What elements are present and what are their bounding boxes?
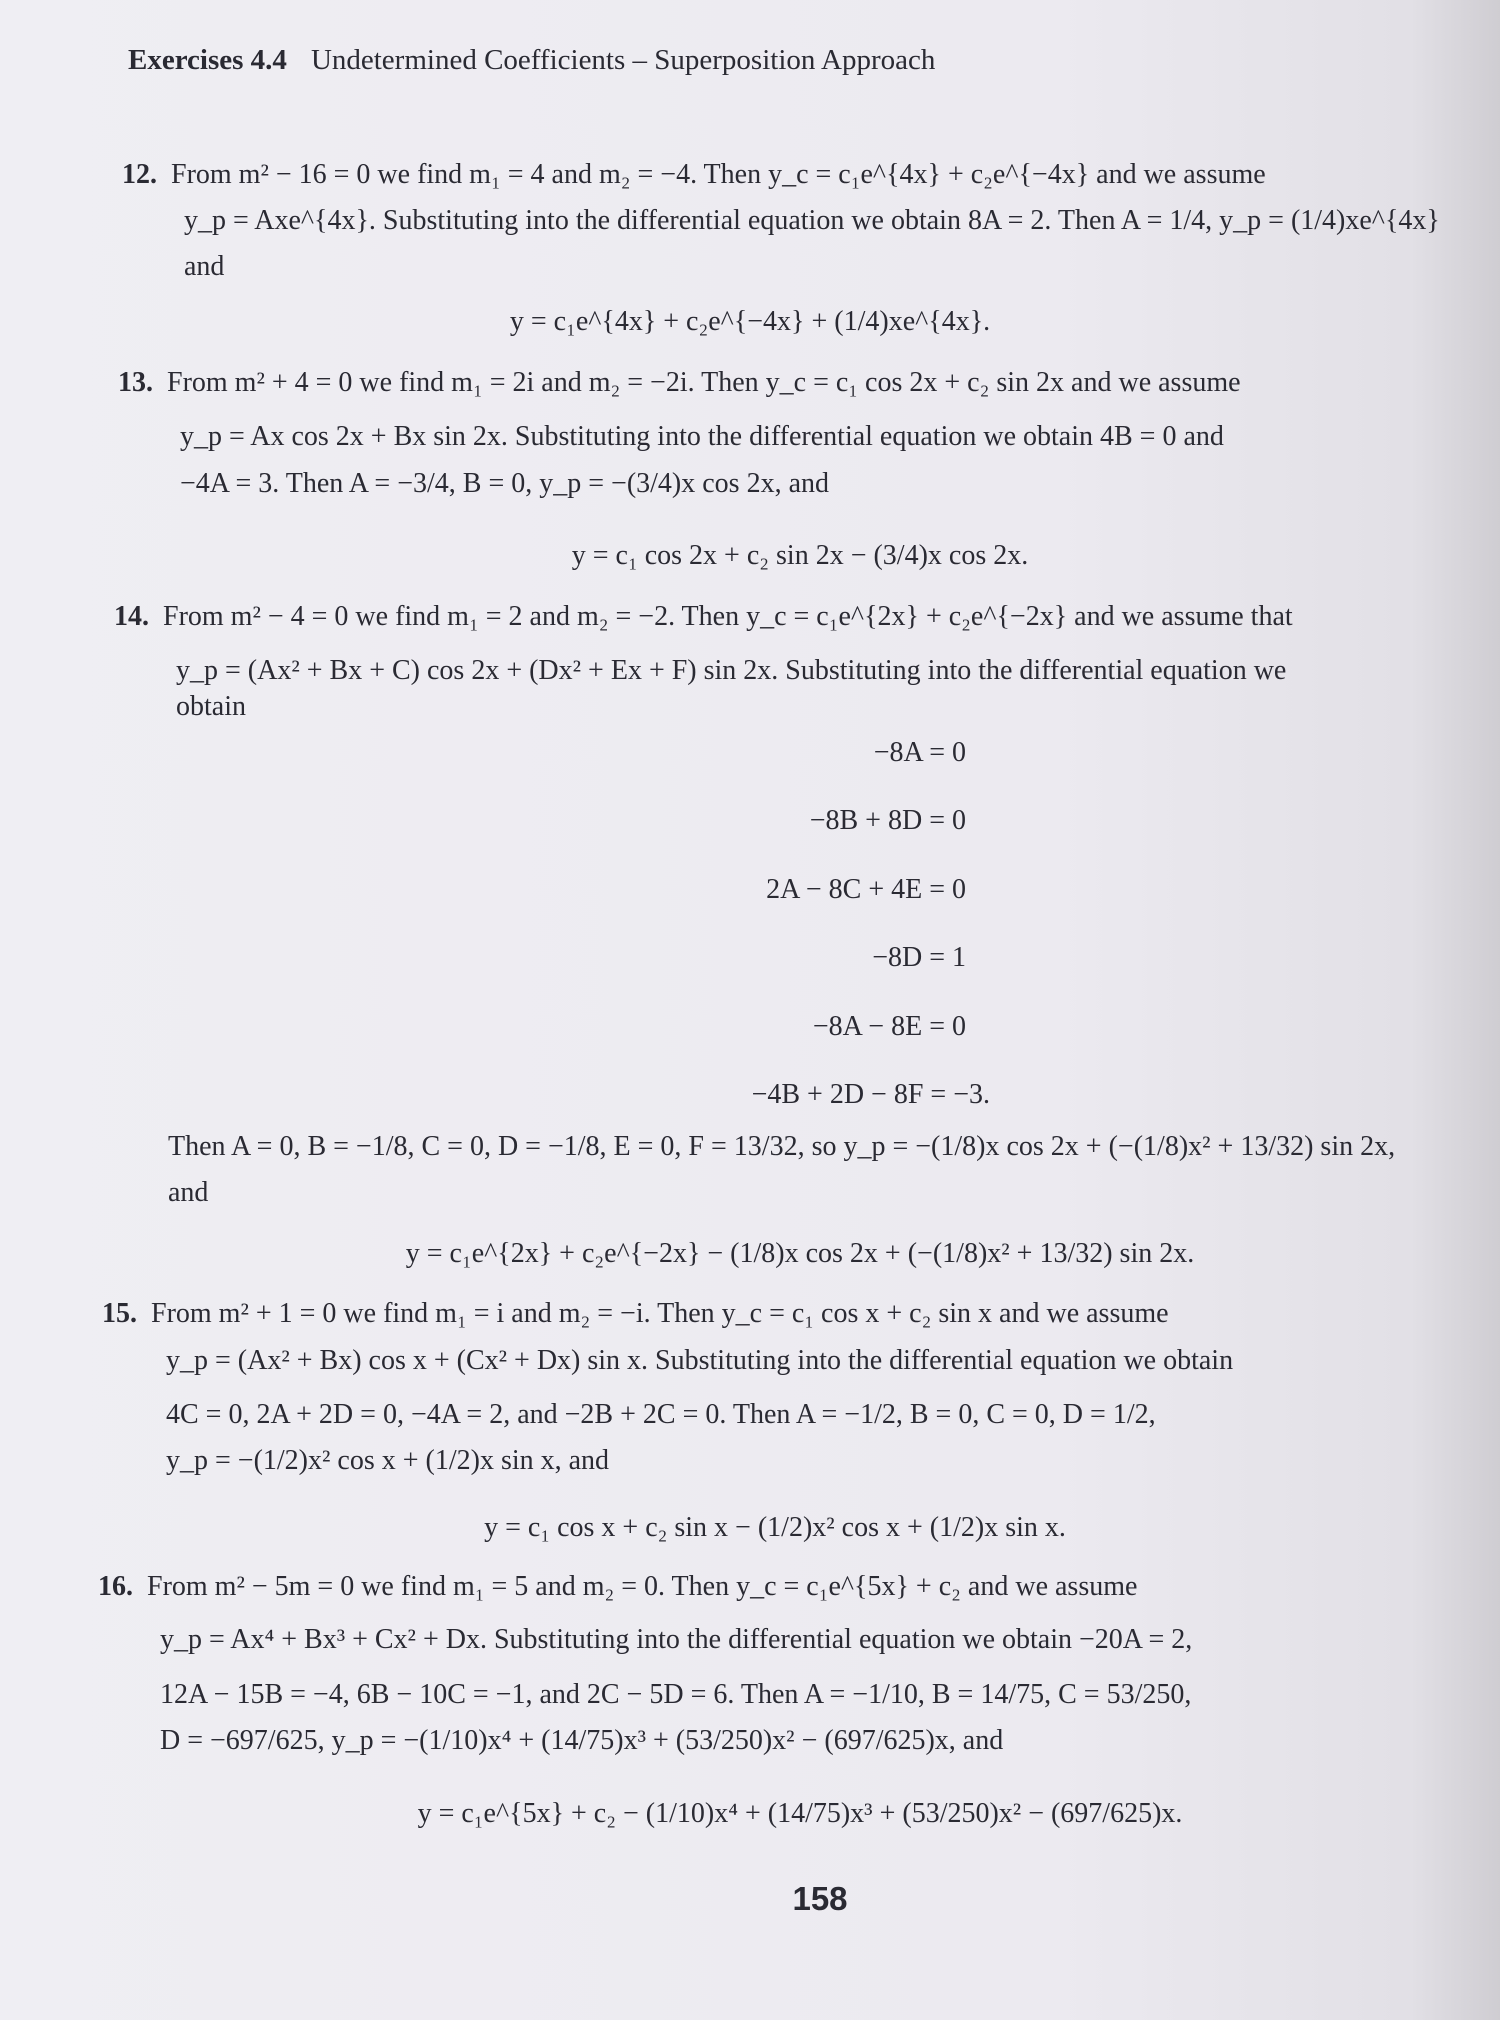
problem-14-line-1: 14. From m² − 4 = 0 we find m₁ = 2 and m₂ = −2. Then y_c = c₁e^{2x} + c₂e^{−2x} and we assume that <box>114 601 1293 632</box>
problem-14-line-2: y_p = (Ax² + Bx + C) cos 2x + (Dx² + Ex + F) sin 2x. Substituting into the differential equation we <box>176 655 1287 686</box>
problem-15-result: y = c₁ cos x + c₂ sin x − (1/2)x² cos x + (1/2)x sin x. <box>484 1512 1066 1543</box>
problem-16-line-1: 16. From m² − 5m = 0 we find m₁ = 5 and m₂ = 0. Then y_c = c₁e^{5x} + c₂ and we assume <box>98 1571 1138 1602</box>
system-equation-6: −4B + 2D − 8F = −3. <box>751 1079 990 1110</box>
problem-16-line-4: D = −697/625, y_p = −(1/10)x⁴ + (14/75)x³ + (53/250)x² − (697/625)x, and <box>160 1725 1004 1756</box>
problem-12-line-3: and <box>184 251 225 282</box>
page-header <box>128 42 935 77</box>
problem-number: 12. <box>122 159 157 190</box>
problem-12-line-2: y_p = Axe^{4x}. Substituting into the differential equation we obtain 8A = 2. Then A = 1/4, y_p = (1/4)xe^{4x} <box>184 205 1440 236</box>
problem-13-line-2: y_p = Ax cos 2x + Bx sin 2x. Substituting into the differential equation we obtain 4B = 0 and <box>180 421 1224 452</box>
problem-14-conclusion-line-2: and <box>168 1177 209 1208</box>
system-equation-5: −8A − 8E = 0 <box>812 1011 966 1042</box>
problem-number: 15. <box>102 1298 137 1329</box>
problem-number: 13. <box>118 367 153 398</box>
page-number: 158 <box>792 1880 848 1917</box>
problem-16-line-2: y_p = Ax⁴ + Bx³ + Cx² + Dx. Substituting into the differential equation we obtain −20A = 2, <box>160 1624 1193 1655</box>
problem-12-line-1: 12. From m² − 16 = 0 we find m₁ = 4 and m₂ = −4. Then y_c = c₁e^{4x} + c₂e^{−4x} and we assume <box>122 159 1266 190</box>
problem-14-conclusion-line-1: Then A = 0, B = −1/8, C = 0, D = −1/8, E = 0, F = 13/32, so y_p = −(1/8)x cos 2x + (−(1/8)x² + 13/32) sin 2x, <box>168 1131 1396 1162</box>
problem-16-line-3: 12A − 15B = −4, 6B − 10C = −1, and 2C − 5D = 6. Then A = −1/10, B = 14/75, C = 53/250, <box>160 1679 1192 1710</box>
problem-16-result: y = c₁e^{5x} + c₂ − (1/10)x⁴ + (14/75)x³ + (53/250)x² − (697/625)x. <box>417 1798 1183 1829</box>
section-title: Undetermined Coefficients – Superposition Approach <box>310 44 936 76</box>
system-equation-3: 2A − 8C + 4E = 0 <box>766 874 966 905</box>
problem-15-line-4: y_p = −(1/2)x² cos x + (1/2)x sin x, and <box>166 1445 610 1476</box>
system-equation-2: −8B + 8D = 0 <box>809 805 966 836</box>
problem-15-line-2: y_p = (Ax² + Bx) cos x + (Cx² + Dx) sin x. Substituting into the differential equation we obtain <box>166 1345 1234 1376</box>
problem-15-line-1: 15. From m² + 1 = 0 we find m₁ = i and m₂ = −i. Then y_c = c₁ cos x + c₂ sin x and we assume <box>102 1298 1169 1329</box>
system-equation-4: −8D = 1 <box>872 942 966 973</box>
problem-13-line-3: −4A = 3. Then A = −3/4, B = 0, y_p = −(3/4)x cos 2x, and <box>180 468 830 499</box>
problem-number: 14. <box>114 601 149 632</box>
problem-14-result: y = c₁e^{2x} + c₂e^{−2x} − (1/8)x cos 2x + (−(1/8)x² + 13/32) sin 2x. <box>405 1238 1195 1269</box>
problem-14-line-3: obtain <box>176 691 246 722</box>
system-equation-1: −8A = 0 <box>873 737 966 768</box>
problem-number: 16. <box>98 1571 133 1602</box>
problem-15-line-3: 4C = 0, 2A + 2D = 0, −4A = 2, and −2B + 2C = 0. Then A = −1/2, B = 0, C = 0, D = 1/2, <box>166 1399 1156 1430</box>
problem-13-result: y = c₁ cos 2x + c₂ sin 2x − (3/4)x cos 2x. <box>571 540 1029 571</box>
problem-12-result: y = c₁e^{4x} + c₂e^{−4x} + (1/4)xe^{4x}. <box>509 306 991 337</box>
section-label: Exercises 4.4 <box>128 44 287 76</box>
problem-13-line-1: 13. From m² + 4 = 0 we find m₁ = 2i and m₂ = −2i. Then y_c = c₁ cos 2x + c₂ sin 2x and we assume <box>118 367 1241 398</box>
